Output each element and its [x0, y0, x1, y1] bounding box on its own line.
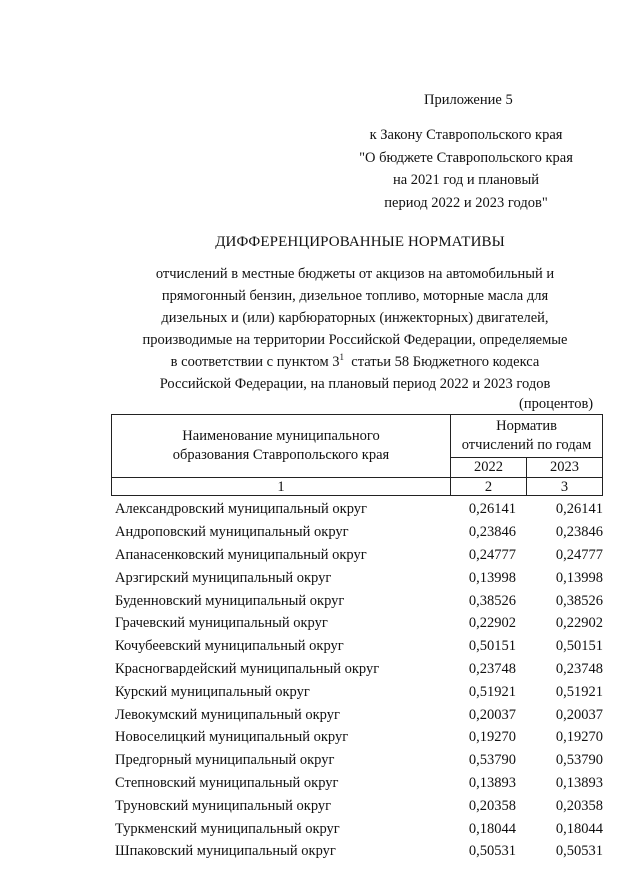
value-2022: 0,50151	[468, 638, 516, 655]
municipality-name: Шпаковский муниципальный округ	[115, 843, 336, 860]
table-row	[111, 794, 603, 817]
table-row	[111, 658, 603, 681]
value-2023: 0,51921	[555, 683, 603, 700]
norms-table-header	[111, 414, 603, 496]
subtitle-text: в соответствии с пунктом 3	[170, 354, 340, 370]
value-2023: 0,20037	[555, 706, 603, 723]
table-rows	[111, 498, 603, 863]
value-2022: 0,18044	[468, 820, 516, 837]
value-2023: 0,23748	[555, 660, 603, 677]
table-row	[111, 544, 603, 567]
value-2022: 0,13998	[468, 569, 516, 586]
value-2023: 0,13893	[555, 774, 603, 791]
value-2023: 0,13998	[555, 569, 603, 586]
value-2022: 0,23748	[468, 660, 516, 677]
table-row	[111, 521, 603, 544]
value-2022: 0,51921	[468, 683, 516, 700]
table-row	[111, 726, 603, 749]
column-number-1: 1	[112, 478, 451, 496]
subtitle-line: Российской Федерации, на плановый период 2022 и 2023 годов	[159, 376, 551, 392]
municipality-name: Курский муниципальный округ	[115, 683, 310, 700]
municipality-name: Апанасенковский муниципальный округ	[115, 546, 367, 563]
municipality-name: Александровский муниципальный округ	[115, 501, 367, 518]
table-row	[111, 635, 603, 658]
unit-label: (процентов)	[519, 396, 594, 412]
value-2023: 0,23846	[555, 524, 603, 541]
law-ref-line: "О бюджете Ставропольского края	[359, 149, 573, 166]
value-2022: 0,26141	[468, 501, 516, 518]
table-row	[111, 840, 603, 863]
municipality-name: Туркменский муниципальный округ	[115, 820, 340, 837]
value-2022: 0,24777	[468, 546, 516, 563]
law-reference	[330, 124, 602, 214]
municipality-name: Труновский муниципальный округ	[115, 797, 332, 814]
document-subtitle	[110, 263, 600, 395]
value-2022: 0,38526	[468, 592, 516, 609]
value-2023: 0,18044	[555, 820, 603, 837]
value-2022: 0,13893	[468, 774, 516, 791]
municipality-name: Новоселицкий муниципальный округ	[115, 729, 349, 746]
value-2022: 0,23846	[468, 524, 516, 541]
municipality-name: Левокумский муниципальный округ	[115, 706, 340, 723]
municipality-name: Андроповский муниципальный округ	[115, 524, 349, 541]
value-2022: 0,22902	[468, 615, 516, 632]
value-2022: 0,50531	[468, 843, 516, 860]
value-2023: 0,38526	[555, 592, 603, 609]
subtitle-line: отчислений в местные бюджеты от акцизов на автомобильный и	[155, 266, 555, 282]
municipality-name: Красногвардейский муниципальный округ	[115, 660, 380, 677]
value-2023: 0,20358	[555, 797, 603, 814]
municipality-name: Арзгирский муниципальный округ	[115, 569, 332, 586]
municipality-name: Кочубеевский муниципальный округ	[115, 638, 344, 655]
value-2022: 0,53790	[468, 752, 516, 769]
table-row	[111, 680, 603, 703]
municipality-name: Степновский муниципальный округ	[115, 774, 339, 791]
table-row	[111, 703, 603, 726]
norms-table-body	[111, 498, 603, 863]
value-2023: 0,24777	[555, 546, 603, 563]
value-2023: 0,22902	[555, 615, 603, 632]
subtitle-line: прямогонный бензин, дизельное топливо, моторные масла для	[161, 288, 549, 304]
subtitle-line: дизельных и (или) карбюраторных (инжекторных) двигателей,	[161, 310, 549, 326]
table-row	[111, 498, 603, 521]
value-2023: 0,50531	[555, 843, 603, 860]
document-title: ДИФФЕРЕНЦИРОВАННЫЕ НОРМАТИВЫ	[215, 234, 505, 250]
municipality-name: Буденновский муниципальный округ	[115, 592, 345, 609]
value-2023: 0,26141	[555, 501, 603, 518]
subtitle-text: статьи 58 Бюджетного кодекса	[344, 354, 540, 370]
column-header-name: Наименование муниципального образования Ставропольского края	[112, 415, 451, 478]
law-ref-line: на 2021 год и плановый	[392, 172, 540, 188]
subtitle-line	[110, 351, 600, 373]
value-2022: 0,20358	[468, 797, 516, 814]
column-number-2: 2	[451, 478, 527, 496]
column-number-3: 3	[527, 478, 603, 496]
value-2023: 0,50151	[555, 638, 603, 655]
value-2022: 0,19270	[468, 729, 516, 746]
column-header-2023: 2023	[527, 458, 603, 478]
table-row	[111, 772, 603, 795]
subtitle-line: производимые на территории Российской Федерации, определяемые	[142, 332, 568, 348]
superscript-one: 1	[339, 352, 345, 362]
value-2023: 0,53790	[555, 752, 603, 769]
municipality-name: Предгорный муниципальный округ	[115, 752, 335, 769]
value-2022: 0,20037	[468, 706, 516, 723]
value-2023: 0,19270	[555, 729, 603, 746]
municipality-name: Грачевский муниципальный округ	[115, 615, 328, 632]
table-row	[111, 566, 603, 589]
table-row	[111, 589, 603, 612]
table-row	[111, 749, 603, 772]
column-header-2022: 2022	[451, 458, 527, 478]
table-row	[111, 817, 603, 840]
column-header-norm: Норматив отчислений по годам	[451, 415, 603, 458]
law-ref-line: к Закону Ставропольского края	[369, 127, 563, 143]
law-ref-line: период 2022 и 2023 годов"	[384, 194, 548, 211]
table-row	[111, 612, 603, 635]
appendix-label: Приложение 5	[424, 92, 513, 108]
